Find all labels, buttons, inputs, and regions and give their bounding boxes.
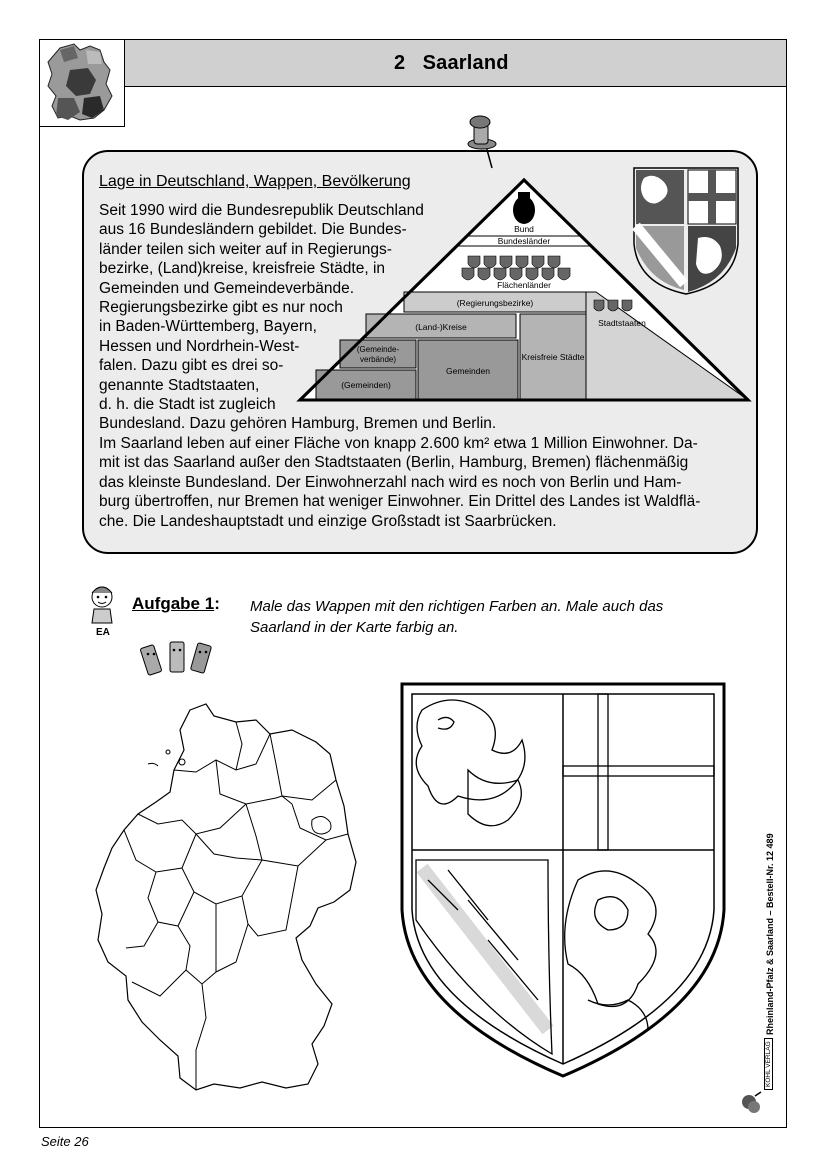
- pyramid-label-bund: Bund: [514, 224, 534, 234]
- pyramid-label-landkreise: (Land-)Kreise: [415, 322, 467, 332]
- pyramid-label-gemeindeverbaende-2: verbände): [359, 355, 397, 364]
- publisher-name: KOHL VERLAG: [764, 1038, 773, 1090]
- kid-icon: [86, 583, 120, 644]
- info-line: aus 16 Bundesländern gebildet. Die Bundes-: [99, 221, 407, 239]
- side-publication-info: Rheinland-Pfalz & Saarland – Bestell-Nr. 12 489: [765, 833, 775, 1035]
- info-line: che. Die Landeshauptstadt und einzige Großstadt ist Saarbrücken.: [99, 512, 557, 530]
- info-line: länder teilen sich weiter auf in Regierungs-: [99, 240, 392, 258]
- pushpin-icon: [462, 112, 506, 175]
- germany-outline-map: [86, 700, 386, 1101]
- info-line: Bundesland. Dazu gehören Hamburg, Bremen und Berlin.: [99, 415, 497, 433]
- info-line: bezirke, (Land)kreise, kreisfreie Städte, in: [99, 260, 386, 278]
- pyramid-label-gemeindeverbaende-1: (Gemeinde-: [356, 345, 400, 354]
- info-line: d. h. die Stadt ist zugleich: [99, 396, 276, 414]
- page-number: Seite 26: [41, 1134, 89, 1149]
- info-line: in Baden-Württemberg, Bayern,: [99, 318, 317, 336]
- task-text: Male das Wappen mit den richtigen Farben an. Male auch das Saarland in der Karte farbig an.: [250, 598, 664, 636]
- info-line: Gemeinden und Gemeindeverbände.: [99, 279, 355, 297]
- saarland-coat-of-arms-outline: [398, 680, 728, 1085]
- info-line: burg übertroffen, nur Bremen hat weniger Einwohner. Ein Drittel des Landes ist Waldflä-: [99, 493, 701, 511]
- task-label: Aufgabe 1:: [132, 594, 220, 613]
- info-line: Seit 1990 wird die Bundesrepublik Deutschland: [99, 202, 424, 219]
- pyramid-label-gemeinden: Gemeinden: [446, 366, 490, 376]
- publisher-logo-icon: [739, 1090, 763, 1121]
- germany-thumbnail-map: [40, 40, 125, 127]
- pyramid-label-regierungsbezirke: (Regierungsbezirke): [456, 298, 534, 308]
- info-text: [99, 201, 759, 531]
- pyramid-label-gemeinden-paren: (Gemeinden): [341, 380, 391, 390]
- info-line: Im Saarland leben auf einer Fläche von knapp 2.600 km² etwa 1 Million Einwohner. Da-: [99, 434, 698, 452]
- pyramid-label-flaechenlaender: Flächenländer: [497, 280, 551, 290]
- info-line: mit ist das Saarland außer den Stadtstaaten (Berlin, Hamburg, Bremen) flächenmäßig: [99, 454, 689, 472]
- info-heading: Lage in Deutschland, Wappen, Bevölkerung: [99, 173, 411, 190]
- pyramid-label-bundeslaender: Bundesländer: [497, 236, 551, 246]
- info-line: Regierungsbezirke gibt es nur noch: [99, 299, 343, 317]
- pyramid-label-kreisfreie-staedte: Kreisfreie Städte: [521, 352, 585, 362]
- pencils-icon: [138, 636, 224, 687]
- info-line: falen. Dazu gibt es drei so-: [99, 357, 284, 375]
- info-line: genannte Stadtstaaten,: [99, 376, 260, 394]
- pyramid-label-stadtstaaten: Stadtstaaten: [598, 318, 646, 328]
- kid-badge: EA: [96, 627, 110, 638]
- info-line: das kleinste Bundesland. Der Einwohnerzahl nach wird es noch von Berlin und Ham-: [99, 473, 682, 491]
- chapter-title: 2 Saarland: [394, 52, 509, 74]
- info-line: Hessen und Nordrhein-West-: [99, 337, 300, 355]
